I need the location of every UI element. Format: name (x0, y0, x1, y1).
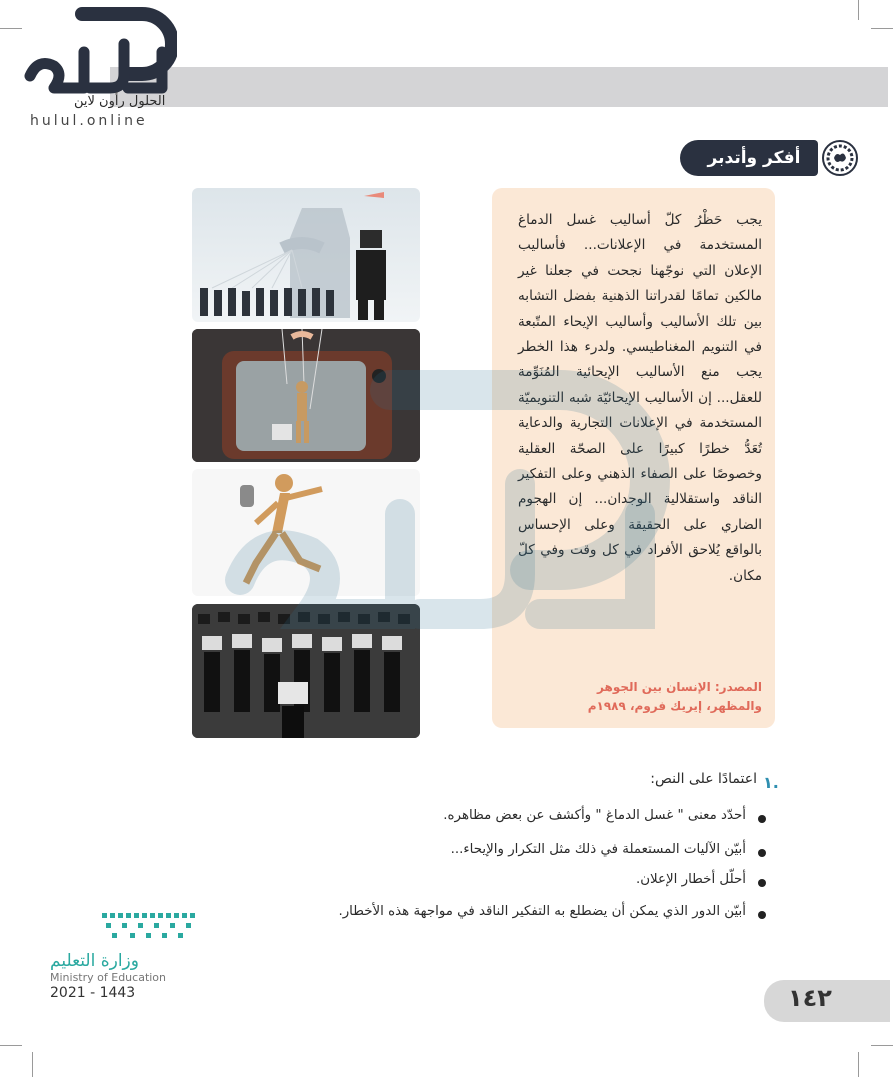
crop-mark (858, 0, 859, 20)
ministry-year: 2021 - 1443 (50, 985, 136, 1001)
crop-mark (858, 1052, 859, 1077)
image-tv-puppet (192, 329, 420, 462)
bullet-dot (758, 849, 766, 857)
site-logo (12, 6, 177, 129)
image-shadow-puppeteer (192, 188, 420, 322)
bullet-dot (758, 911, 766, 919)
brain-gear-icon (820, 138, 860, 178)
top-header-bar (110, 67, 888, 107)
passage-source (518, 678, 762, 716)
crop-mark (871, 1045, 893, 1046)
question-number: ١. (763, 773, 779, 792)
logo-english-text: hulul.online (30, 113, 148, 129)
crop-mark (871, 28, 893, 29)
question-heading: اعتمادًا على النص: (650, 771, 757, 787)
question-bullet-1: أحدّد معنى " غسل الدماغ " وأكشف عن بعض مظاهره. (443, 808, 746, 823)
source-line-2: والمظهر، إيريك فروم، ١٩٨٩م (587, 699, 762, 713)
question-bullet-3: أحلّل أخطار الإعلان. (635, 872, 746, 887)
crop-mark (0, 1045, 22, 1046)
crop-mark (32, 1052, 33, 1077)
question-bullet-2: أبيّن الآليات المستعملة في ذلك مثل التكرار والإيحاء... (450, 842, 746, 857)
source-line-1: المصدر: الإنسان بين الجوهر (597, 680, 762, 694)
ministry-dots-icon (100, 905, 204, 945)
image-tv-headed-crowd (192, 604, 420, 738)
section-header-pill (680, 140, 818, 176)
logo-arabic-text: الحلول رأون لاين (74, 94, 166, 109)
ministry-logo (50, 905, 210, 1005)
bullet-dot (758, 879, 766, 887)
ministry-name-english: Ministry of Education (50, 971, 167, 984)
page-number-tab (764, 980, 890, 1022)
image-wooden-mannequin (192, 469, 420, 596)
bullet-dot (758, 815, 766, 823)
passage-text: يجب حَظْرُ كلّ أساليب غسل الدماغ المستخدمة في الإعلانات... فأساليب الإعلان التي نوجّهنا نجحت في جعلنا غير مالكين تمامًا لقدراتنا الذهنية بفضل التشابه بين تلك الأساليب وأساليب الإيحاء المتّبعة في التنويم المغناطيسي. ولدرء هذا الخطر يجب منع الأساليب الإيحائية المُنَوِّمة للعقل... إن الأساليب الإيحائيّة شبه التنويميّة المستخدمة في الإعلانات التجارية والدعاية تُعَدُّ خطرًا كبيرًا على الصحّة العقلية وخصوصًا على الصفاء الذهني وعلى التفكير الناقد واستقلالية الوجدان... إن الهجوم الضاري على الحقيقة وعلى الإحساس بالواقع يُلاحق الأفراد في كل وقت وفي كلّ مكان. (518, 212, 762, 584)
question-bullet-4: أبيّن الدور الذي يمكن أن يضطلع به التفكير الناقد في مواجهة هذه الأخطار. (338, 904, 746, 919)
ministry-name-arabic: وزارة التعليم (50, 951, 139, 971)
page-number: ١٤٢ (788, 984, 832, 1012)
section-header (680, 138, 860, 178)
section-title: أفكر وأتدبر (707, 148, 801, 168)
